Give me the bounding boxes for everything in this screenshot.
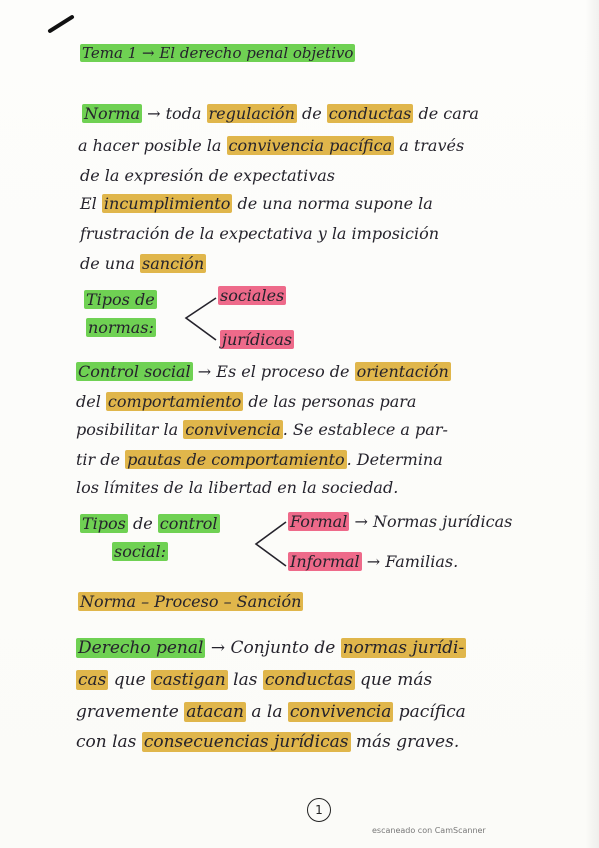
norma-line-2 (78, 136, 464, 155)
tipos-normas-label: Tipos de (86, 290, 155, 309)
text: . Se establece a par- (282, 420, 448, 439)
highlight-informal: Informal (290, 552, 360, 571)
highlight-conductas: conductas (264, 670, 353, 690)
term-derecho-penal: Derecho penal (78, 638, 204, 658)
text: pacífica (398, 702, 466, 722)
text: de una (80, 254, 135, 273)
heading-line (80, 44, 355, 62)
norma-line-3: de la expresión de expectativas (80, 166, 336, 185)
tipos-normas-label-1 (84, 290, 157, 309)
control-line-5: los límites de la libertad en la sociedad. (76, 478, 399, 497)
norma-line-1 (82, 104, 479, 123)
tipo-sociales (218, 286, 286, 305)
title-tema: Tema 1 (82, 44, 138, 62)
text: las (233, 670, 258, 690)
social-label: social: (114, 542, 166, 561)
text: con las (76, 732, 137, 752)
arrow-icon: → (354, 512, 368, 531)
text: de una norma supone la (237, 194, 433, 213)
control-line-2 (76, 392, 416, 411)
text: de cara (418, 104, 479, 123)
arrow-icon: → (210, 638, 226, 658)
norma-line-4 (80, 194, 433, 213)
text: que más (360, 670, 433, 690)
derecho-line-3 (76, 702, 466, 722)
scanner-stamp: escaneado con CamScanner (372, 826, 486, 835)
arrow-icon: → (197, 362, 212, 381)
text: Es el proceso de (216, 362, 350, 381)
text: toda (165, 104, 202, 123)
highlight-comportamiento: comportamiento (107, 392, 242, 411)
term-control-social: Control social (78, 362, 191, 381)
normas-label: normas: (88, 318, 154, 337)
highlight-normas-juridicas: normas jurídi- (342, 638, 465, 658)
title-highlight (80, 44, 355, 62)
control-line-1 (76, 362, 451, 381)
highlight-juridicas: jurídicas (222, 330, 293, 349)
arrow-icon: → (141, 44, 155, 62)
arrow-icon: → (366, 552, 381, 571)
text: Familias. (385, 552, 459, 571)
control-informal (288, 552, 458, 571)
text: . Determina (346, 450, 443, 469)
text: más graves. (355, 732, 460, 752)
highlight-conductas: conductas (328, 104, 412, 123)
highlight-orientacion: orientación (356, 362, 449, 381)
text: del (76, 392, 101, 411)
brace-icon (250, 518, 290, 570)
pen-mark (47, 14, 75, 33)
text: Conjunto de (230, 638, 336, 658)
highlight-castigan: castigan (153, 670, 226, 690)
highlight-sociales: sociales (220, 286, 285, 305)
brace-icon (180, 294, 220, 344)
norma-line-6 (80, 254, 206, 273)
text: tir de (76, 450, 120, 469)
control-label: control (159, 514, 218, 533)
tipos-control-label-1 (80, 514, 220, 533)
highlight-pautas: pautas de comportamiento (127, 450, 345, 469)
term-norma: Norma (84, 104, 140, 123)
text: a través (399, 136, 465, 155)
highlight-atacan: atacan (186, 702, 244, 722)
highlight-incumplimiento: incumplimiento (103, 194, 231, 213)
text: posibilitar la (76, 420, 179, 439)
highlight-consecuencias: consecuencias jurídicas (143, 732, 349, 752)
arrow-icon: → (147, 104, 161, 123)
highlight-convivencia-pacifica: convivencia pacífica (228, 136, 393, 155)
derecho-line-4 (76, 732, 459, 752)
highlight-proceso: Norma – Proceso – Sanción (80, 592, 302, 611)
highlight-formal: Formal (290, 512, 348, 531)
text: a la (251, 702, 283, 722)
tipos-normas-label-2 (86, 318, 156, 337)
text: de (301, 104, 322, 123)
text: gravemente (76, 702, 179, 722)
highlight-convivencia: convivencia (185, 420, 281, 439)
text: El (80, 194, 97, 213)
control-line-3 (76, 420, 448, 439)
text: a hacer posible la (78, 136, 222, 155)
tipos-control-label-2 (112, 542, 168, 561)
tipo-juridicas (220, 330, 294, 349)
proceso-line (78, 592, 303, 611)
page-edge-shadow (585, 0, 599, 848)
derecho-line-2 (76, 670, 432, 690)
text: que (113, 670, 146, 690)
text: Normas jurídicas (372, 512, 513, 531)
tipos-label: Tipos (82, 514, 126, 533)
page-number: 1 (307, 798, 331, 822)
norma-line-5: frustración de la expectativa y la imposición (80, 224, 440, 243)
highlight-sancion: sanción (142, 254, 205, 273)
control-line-4 (76, 450, 443, 469)
title-text: El derecho penal objetivo (159, 44, 354, 62)
highlight-convivencia: convivencia (289, 702, 392, 722)
derecho-line-1 (76, 638, 466, 658)
text: de (132, 514, 153, 533)
text: de las personas para (248, 392, 417, 411)
highlight-cas: cas (78, 670, 107, 690)
control-formal (288, 512, 512, 531)
highlight-regulacion: regulación (208, 104, 295, 123)
